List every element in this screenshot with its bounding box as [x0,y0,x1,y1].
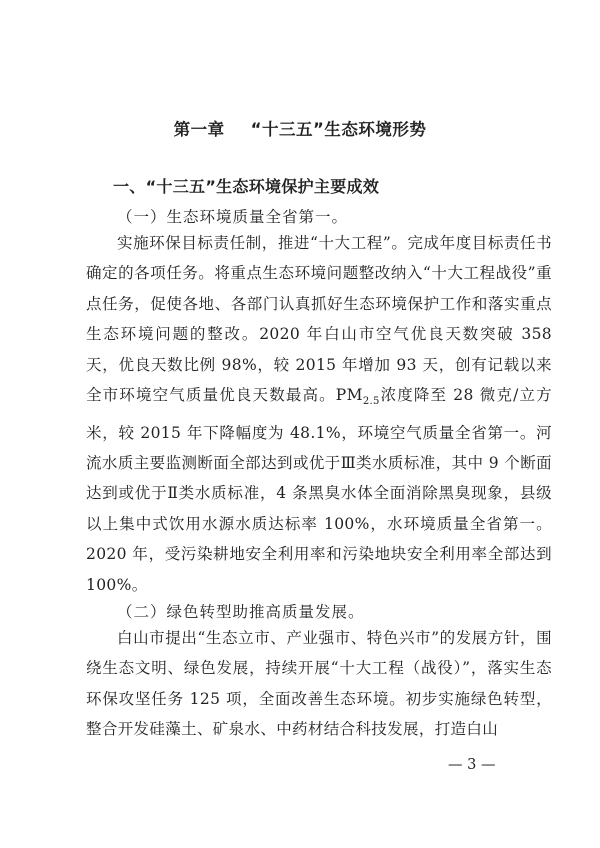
subsection-paragraph-2: 白山市提出“生态立市、产业强市、特色兴市”的发展方针，围绕生态文明、绿色发展，持续开展“十大工程（战役）”，落实生态环保攻坚任务 125 项，全面改善生态环境。初步实施绿色转型，整合开发硅藻土、矿泉水、中药材结合科技发展，打造白山 [86,629,552,739]
subsection-paragraph-1 [86,228,552,600]
chapter-title [0,116,600,140]
subsection-heading-2: （二）绿色转型助推高质量发展。 [117,603,365,621]
paragraph-1-part-1: 实施环保目标责任制，推进“十大工程”。完成年度目标责任书确定的各项任务。将重点生态环境问题整改纳入“十大工程战役”重点任务，促使各地、各部门认真抓好生态环境保护工作和落实重点生态环境问题的整改。2020 年白山市空气优良天数突破 358 天，优良天数比例 98%，较 2015 年增加 93 天，创有记载以来全市环境空气质量优良天数最高。PM [86,234,552,405]
pm-subscript: 2.5 [362,396,380,408]
paragraph-1-part-2: 浓度降至 28 微克/立方米，较 2015 年下降幅度为 48.1%，环境空气质量全省第一。河流水质主要监测断面全部达到或优于Ⅲ类水质标准，其中 9 个断面达到或优于Ⅱ类水质标准，4 条黑臭水体全面消除黑臭现象，县级以上集中式饮用水源水质达标率 100%，水环境质量全省第一。2020 年，受污染耕地安全利用率和污染地块安全利用率全部达到 100%。 [86,386,552,594]
page-number: — 3 — [448,757,496,773]
section-heading: 一、“十三五”生态环境保护主要成效 [113,177,380,196]
chapter-name: “十三五”生态环境形势 [250,120,427,139]
chapter-label: 第一章 [173,120,225,139]
subsection-heading-1: （一）生态环境质量全省第一。 [117,208,349,226]
